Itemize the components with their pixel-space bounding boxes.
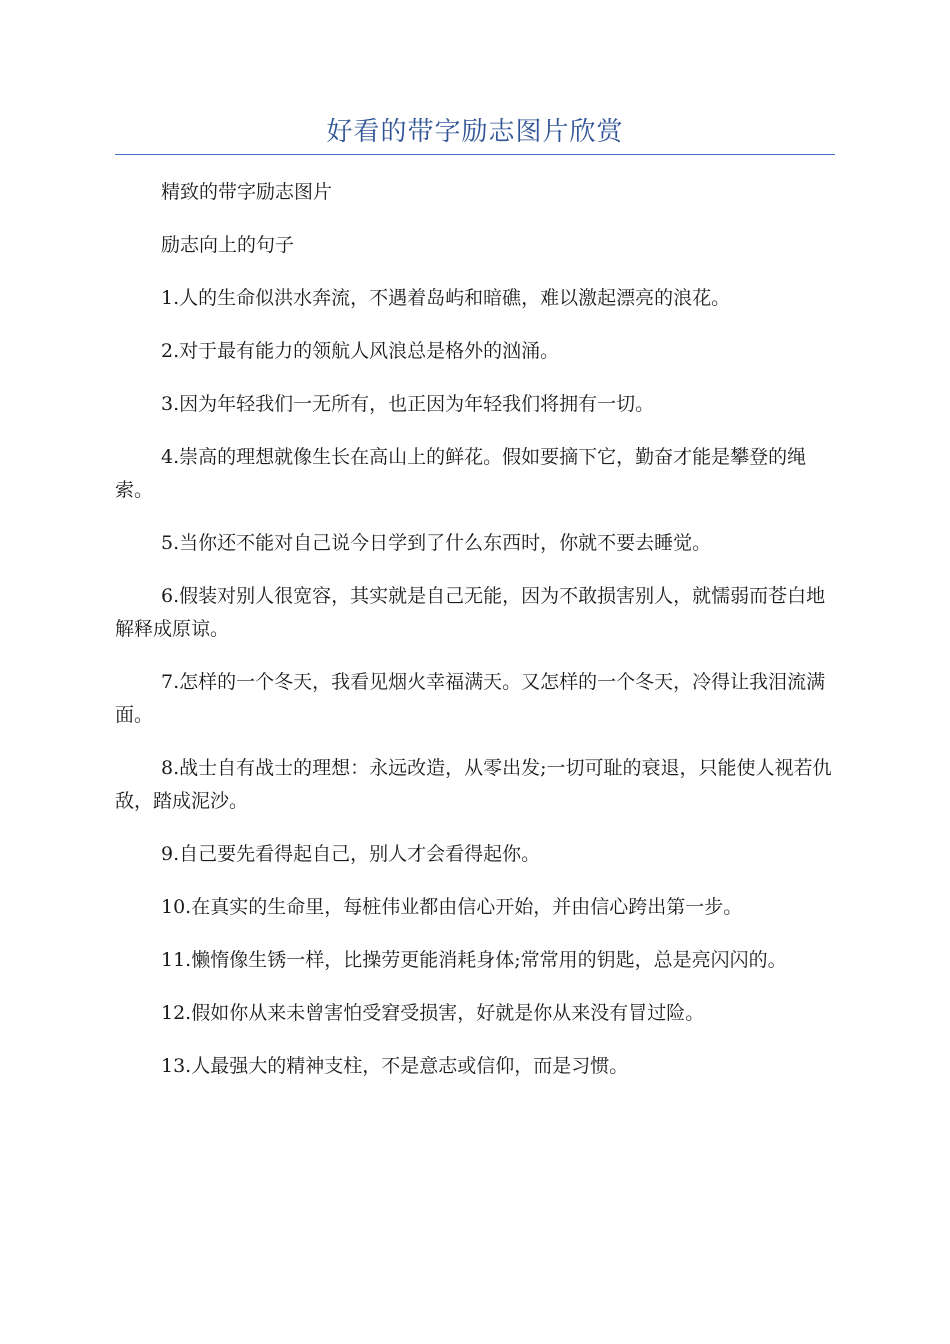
title-underline <box>115 154 835 155</box>
document-body <box>115 176 835 1103</box>
document-title: 好看的带字励志图片欣赏 <box>326 117 624 147</box>
quote-item: 11.懒惰像生锈一样，比操劳更能消耗身体;常常用的钥匙，总是亮闪闪的。 <box>161 949 787 971</box>
quote-item: 3.因为年轻我们一无所有，也正因为年轻我们将拥有一切。 <box>161 393 655 415</box>
quote-item: 9.自己要先看得起自己，别人才会看得起你。 <box>161 843 541 865</box>
quote-item: 2.对于最有能力的领航人风浪总是格外的汹涌。 <box>161 340 560 362</box>
section-heading: 励志向上的句子 <box>161 234 295 256</box>
quote-item: 5.当你还不能对自己说今日学到了什么东西时，你就不要去睡觉。 <box>161 532 712 554</box>
quote-item: 1.人的生命似洪水奔流，不遇着岛屿和暗礁，难以激起漂亮的浪花。 <box>161 287 731 309</box>
quote-item: 8.战士自有战士的理想：永远改造，从零出发;一切可耻的衰退，只能使人视若仇敌，踏成泥沙。 <box>115 757 832 812</box>
quote-item: 13.人最强大的精神支柱，不是意志或信仰，而是习惯。 <box>161 1055 629 1077</box>
quote-item: 12.假如你从来未曾害怕受窘受损害，好就是你从来没有冒过险。 <box>161 1002 705 1024</box>
quote-item: 4.崇高的理想就像生长在高山上的鲜花。假如要摘下它，勤奋才能是攀登的绳索。 <box>115 446 807 501</box>
quote-item: 7.怎样的一个冬天，我看见烟火幸福满天。又怎样的一个冬天，冷得让我泪流满面。 <box>115 671 826 726</box>
quote-item: 10.在真实的生命里，每桩伟业都由信心开始，并由信心跨出第一步。 <box>161 896 743 918</box>
quote-item: 6.假装对别人很宽容，其实就是自己无能，因为不敢损害别人，就懦弱而苍白地解释成原谅。 <box>115 585 826 640</box>
subtitle-line: 精致的带字励志图片 <box>161 181 333 203</box>
